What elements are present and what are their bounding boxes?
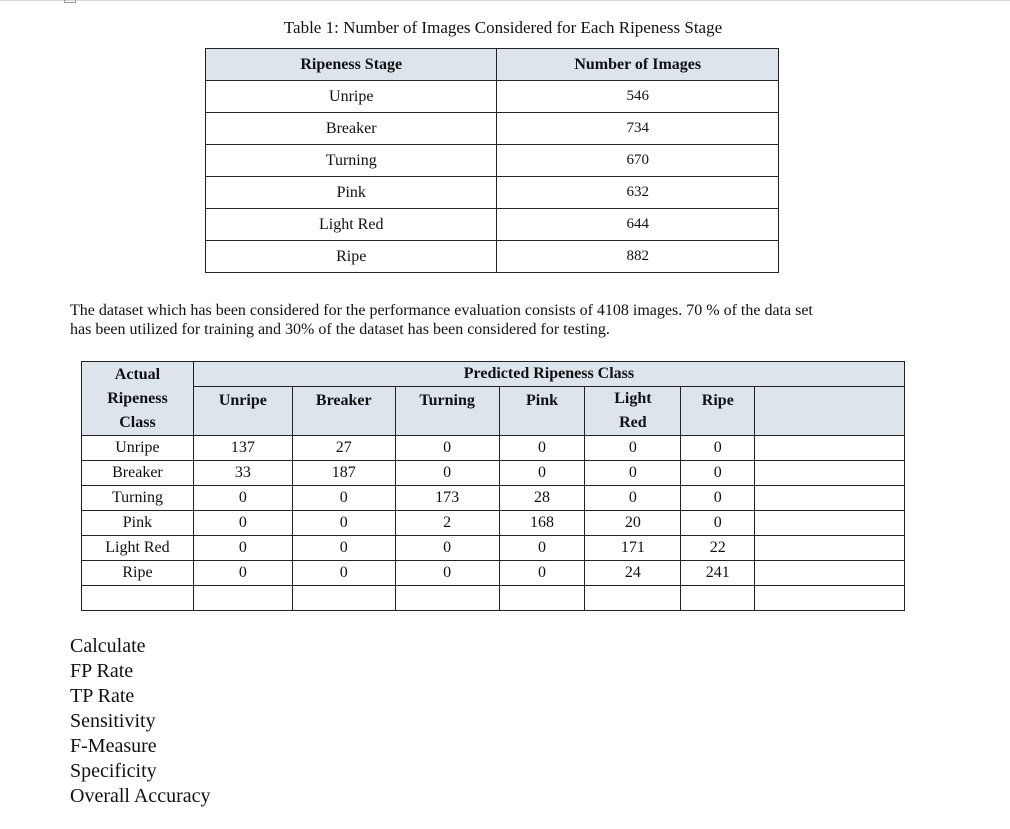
matrix-cell: 0 (193, 511, 292, 536)
matrix-cell: 137 (193, 436, 292, 461)
stage-cell: Unripe (206, 81, 497, 113)
task-f-measure: F-Measure (70, 735, 157, 757)
matrix-cell: 0 (395, 536, 499, 561)
matrix-cell: 0 (499, 461, 585, 486)
column-header-breaker-text: Breaker (315, 392, 372, 409)
count-cell: 644 (497, 209, 779, 241)
matrix-cell-empty (585, 586, 681, 611)
count-cell: 632 (497, 177, 779, 209)
count-cell: 882 (497, 241, 779, 273)
matrix-cell: 187 (292, 461, 395, 486)
page-corner-marker (64, 0, 76, 3)
matrix-cell: 173 (395, 486, 499, 511)
matrix-cell-empty (681, 586, 755, 611)
column-header-light-red (585, 387, 681, 436)
task-list (70, 634, 210, 809)
column-header-number-of-images: Number of Images (497, 49, 779, 81)
matrix-cell: 0 (193, 536, 292, 561)
matrix-cell: 0 (193, 561, 292, 586)
matrix-cell: 0 (681, 461, 755, 486)
row-label: Breaker (82, 461, 194, 486)
table-header-row (206, 49, 779, 81)
matrix-cell: 0 (585, 461, 681, 486)
count-cell: 546 (497, 81, 779, 113)
actual-header-line-1: Actual (114, 365, 161, 383)
task-overall-accuracy: Overall Accuracy (70, 785, 211, 807)
matrix-cell: 27 (292, 436, 395, 461)
table-row (206, 113, 779, 145)
actual-header-line-3: Class (119, 413, 156, 431)
matrix-cell: 0 (193, 486, 292, 511)
count-cell: 734 (497, 113, 779, 145)
matrix-cell-empty (395, 586, 499, 611)
actual-header-line-2: Ripeness (107, 389, 168, 407)
matrix-cell-empty (755, 561, 905, 586)
column-header-ripeness-stage: Ripeness Stage (206, 49, 497, 81)
matrix-cell: 28 (499, 486, 585, 511)
count-cell: 670 (497, 145, 779, 177)
row-label: Light Red (82, 536, 194, 561)
table-row (206, 177, 779, 209)
matrix-header-row-1 (82, 362, 905, 387)
table-row (206, 81, 779, 113)
matrix-cell-empty (755, 461, 905, 486)
task-fp-rate: FP Rate (70, 660, 134, 682)
confusion-matrix-table (81, 361, 905, 611)
matrix-cell: 0 (681, 436, 755, 461)
matrix-cell: 0 (395, 561, 499, 586)
stage-cell: Pink (206, 177, 497, 209)
empty-table-row (82, 586, 905, 611)
matrix-cell-empty (755, 436, 905, 461)
stage-cell: Turning (206, 145, 497, 177)
predicted-ripeness-class-header: Predicted Ripeness Class (193, 362, 904, 387)
dataset-description-paragraph (70, 301, 940, 339)
matrix-cell-empty (755, 536, 905, 561)
column-header-breaker (292, 387, 395, 436)
column-header-ripe (681, 387, 755, 436)
table-row (206, 209, 779, 241)
matrix-cell: 168 (499, 511, 585, 536)
matrix-cell: 0 (292, 536, 395, 561)
table-row (206, 145, 779, 177)
column-header-turning-text: Turning (419, 392, 475, 409)
paragraph-line-1: The dataset which has been considered for the performance evaluation consists of 4108 images. 70 % of the data set (70, 302, 813, 319)
matrix-cell-empty (292, 586, 395, 611)
matrix-cell: 0 (585, 436, 681, 461)
matrix-cell: 0 (395, 436, 499, 461)
matrix-cell: 0 (681, 486, 755, 511)
matrix-cell-empty (499, 586, 585, 611)
matrix-cell: 0 (499, 436, 585, 461)
page-top-border (0, 0, 1010, 3)
row-label: Pink (82, 511, 194, 536)
matrix-cell: 0 (585, 486, 681, 511)
column-header-red-text: Red (619, 414, 647, 431)
task-specificity: Specificity (70, 760, 157, 782)
ripeness-stage-table (205, 48, 779, 273)
matrix-cell: 0 (395, 461, 499, 486)
matrix-cell: 0 (499, 561, 585, 586)
column-header-pink (499, 387, 585, 436)
stage-cell: Light Red (206, 209, 497, 241)
column-header-unripe-text: Unripe (218, 392, 267, 409)
matrix-cell: 2 (395, 511, 499, 536)
matrix-cell: 0 (292, 486, 395, 511)
matrix-cell: 20 (585, 511, 681, 536)
matrix-cell: 33 (193, 461, 292, 486)
matrix-cell: 171 (585, 536, 681, 561)
column-header-unripe (193, 387, 292, 436)
matrix-cell: 0 (681, 511, 755, 536)
table-row (82, 511, 905, 536)
matrix-cell: 24 (585, 561, 681, 586)
column-header-pink-text: Pink (526, 392, 559, 409)
matrix-cell: 0 (292, 511, 395, 536)
table-row (82, 486, 905, 511)
table-row (82, 461, 905, 486)
matrix-cell-empty (755, 511, 905, 536)
table-row (82, 436, 905, 461)
column-header-ripe-text: Ripe (701, 392, 734, 409)
matrix-cell-empty (755, 486, 905, 511)
paragraph-line-2: has been utilized for training and 30% of the dataset has been considered for testing. (70, 321, 610, 338)
matrix-cell-empty (82, 586, 194, 611)
row-label: Ripe (82, 561, 194, 586)
task-calculate: Calculate (70, 635, 146, 657)
column-header-empty (755, 387, 905, 436)
matrix-cell: 0 (499, 536, 585, 561)
actual-ripeness-class-header (82, 362, 194, 436)
task-sensitivity: Sensitivity (70, 710, 156, 732)
table-row (82, 536, 905, 561)
table-row (206, 241, 779, 273)
task-tp-rate: TP Rate (70, 685, 135, 707)
matrix-cell-empty (193, 586, 292, 611)
table-row (82, 561, 905, 586)
row-label: Unripe (82, 436, 194, 461)
table1-caption: Table 1: Number of Images Considered for Each Ripeness Stage (283, 18, 723, 37)
column-header-light-text: Light (614, 390, 652, 407)
matrix-cell: 0 (292, 561, 395, 586)
stage-cell: Ripe (206, 241, 497, 273)
matrix-cell: 22 (681, 536, 755, 561)
row-label: Turning (82, 486, 194, 511)
matrix-cell-empty (755, 586, 905, 611)
matrix-header-row-2 (82, 387, 905, 436)
matrix-cell: 241 (681, 561, 755, 586)
column-header-turning (395, 387, 499, 436)
stage-cell: Breaker (206, 113, 497, 145)
